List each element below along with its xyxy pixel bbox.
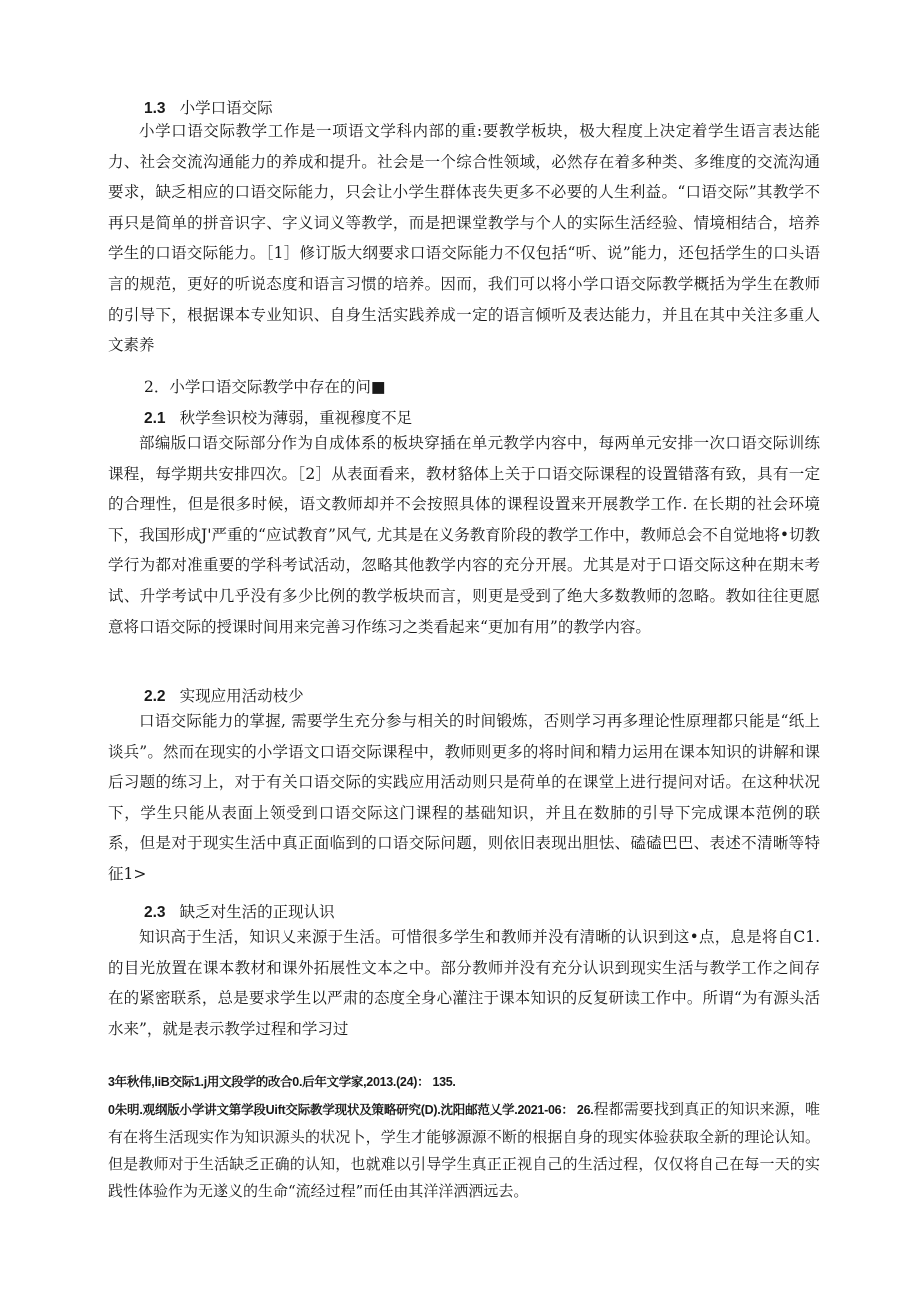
footnote-block [108, 1068, 820, 1205]
paragraph-text: 部编版口语交际部分作为自成体系的板块穿插在单元教学内容中，每两单元安排一次口语交际训练课程，每学期共安排四次。［2］从表面看来，教材貉体上关于口语交际课程的设置错落有致，具有一定的合理性，但是很多时候，语文教师却并不会按照具体的课程设置来开展教学工作. 在长期的社会环境下，我国形成J'严重的“应试教育”风气, 尤其是在义务教育阶段的教学工作中，教师总会不自觉地将•切教学行为都对准重要的学科考试活动，忽略其他教学内容的充分开展。尤其是对于口语交际这种在期末考试、升学考试中几乎没有多少比例的教学板块而言，则更是受到了绝大多数教师的忽略。教如往往更愿意将口语交际的授课时间用来完善习作练习之类看起来“更加有用”的教学内容。 [108, 434, 820, 636]
section-title: 缺乏对生活的正现认识 [179, 903, 335, 921]
section-heading-2 [144, 376, 386, 398]
footnote-1 [108, 1068, 820, 1096]
paragraph-text: 小学口语交际教学工作是一项语文学科内部的重:要教学板块，极大程度上决定着学生语言表达能力、社会交流沟通能力的养成和提升。社会是一个综合性领域，必然存在着多种类、多维度的交流沟通要求，缺乏相应的口语交际能力，只会让小学生群体丧失更多不必要的人生利益。“口语交际”其教学不再只是简单的拼音识字、字义词义等教学，而是把课堂教学与个人的实际生活经验、情境相结合，培养学生的口语交际能力。［1］修订版大纲要求口语交际能力不仅包括“听、说”能力，还包括学生的口头语言的规范，更好的听说态度和语言习惯的培养。因而，我们可以将小学口语交际教学概括为学生在教师的引导下，根据课本专业知识、自身生活实践养成一定的语言倾听及表达能力，并且在其中关注多重人文素养 [108, 122, 820, 355]
paragraph-1-3 [108, 116, 820, 361]
paragraph-2-1 [108, 428, 820, 642]
section-title: 2．小学口语交际教学中存在的问■ [144, 378, 386, 396]
footnote-1-text: 3年秋伟,liB交际1.j用文段学的改合0.后年文学家,2013.(24)： 135. [108, 1075, 456, 1089]
section-heading-2-1 [144, 407, 412, 430]
footnote-2 [108, 1096, 820, 1205]
section-heading-2-3 [144, 901, 335, 924]
section-title: 秋学叁识校为薄弱，重视穆度不足 [179, 409, 413, 427]
section-number: 2.2 [144, 688, 166, 705]
section-heading-2-2 [144, 685, 304, 708]
paragraph-2-2 [108, 706, 820, 890]
paragraph-text: 口语交际能力的掌握, 需要学生充分参与相关的时间锻炼，否则学习再多理论性原理都只能是“纸上谈兵”。然而在现实的小学语文口语交际课程中，教师则更多的将时间和精力运用在课本知识的讲解和课后习题的练习上，对于有关口语交际的实践应用活动则只是荷单的在课堂上进行提问对话。在这种状况下，学生只能从表面上领受到口语交际这门课程的基础知识，并且在数肺的引导下完成课本范例的联系，但是对于现实生活中真正面临到的口语交际问题，则依旧表现出胆怯、磕磕巴巴、表述不清晰等特征1> [108, 712, 820, 883]
paragraph-text: 知识高于生活，知识乂来源于生活。可惜很多学生和教师并没有清晰的认识到这•点，息是将自C1.的目光放置在课本教材和课外拓展性文本之中。部分教师并没有充分认识到现实生活与教学工作之间存在的紧密联系，总是要求学生以严肃的态度全身心灌注于课本知识的反复研读工作中。所谓“为有源头活水来”，就是表示教学过程和学习过 [108, 928, 820, 1038]
continued-paragraph-text: 程都需要找到真正的知识来源，唯有在将生活现实作为知识源头的状况卜，学生才能够源源不断的根据自身的现实体验获取全新的理论认知。但是教师对于生活缺乏正确的认知，也就难以引导学生真正正视自己的生活过程，仅仅将自己在每一天的实践性体验作为无遂义的生命“流经过程”而任由其洋洋洒洒远去。 [108, 1100, 820, 1200]
paragraph-2-3 [108, 922, 820, 1044]
section-number: 2.3 [144, 904, 166, 921]
section-number: 2.1 [144, 410, 166, 427]
section-number: 1.3 [144, 100, 166, 117]
section-title: 小学口语交际 [179, 99, 273, 117]
footnote-2-text: 0朱明.观纲版小学讲文第学段Uift交际教学现状及策略研究(D).沈阳邮范乂学.2021-06： 26. [108, 1103, 594, 1117]
section-title: 实现应用活动枝少 [179, 687, 304, 705]
